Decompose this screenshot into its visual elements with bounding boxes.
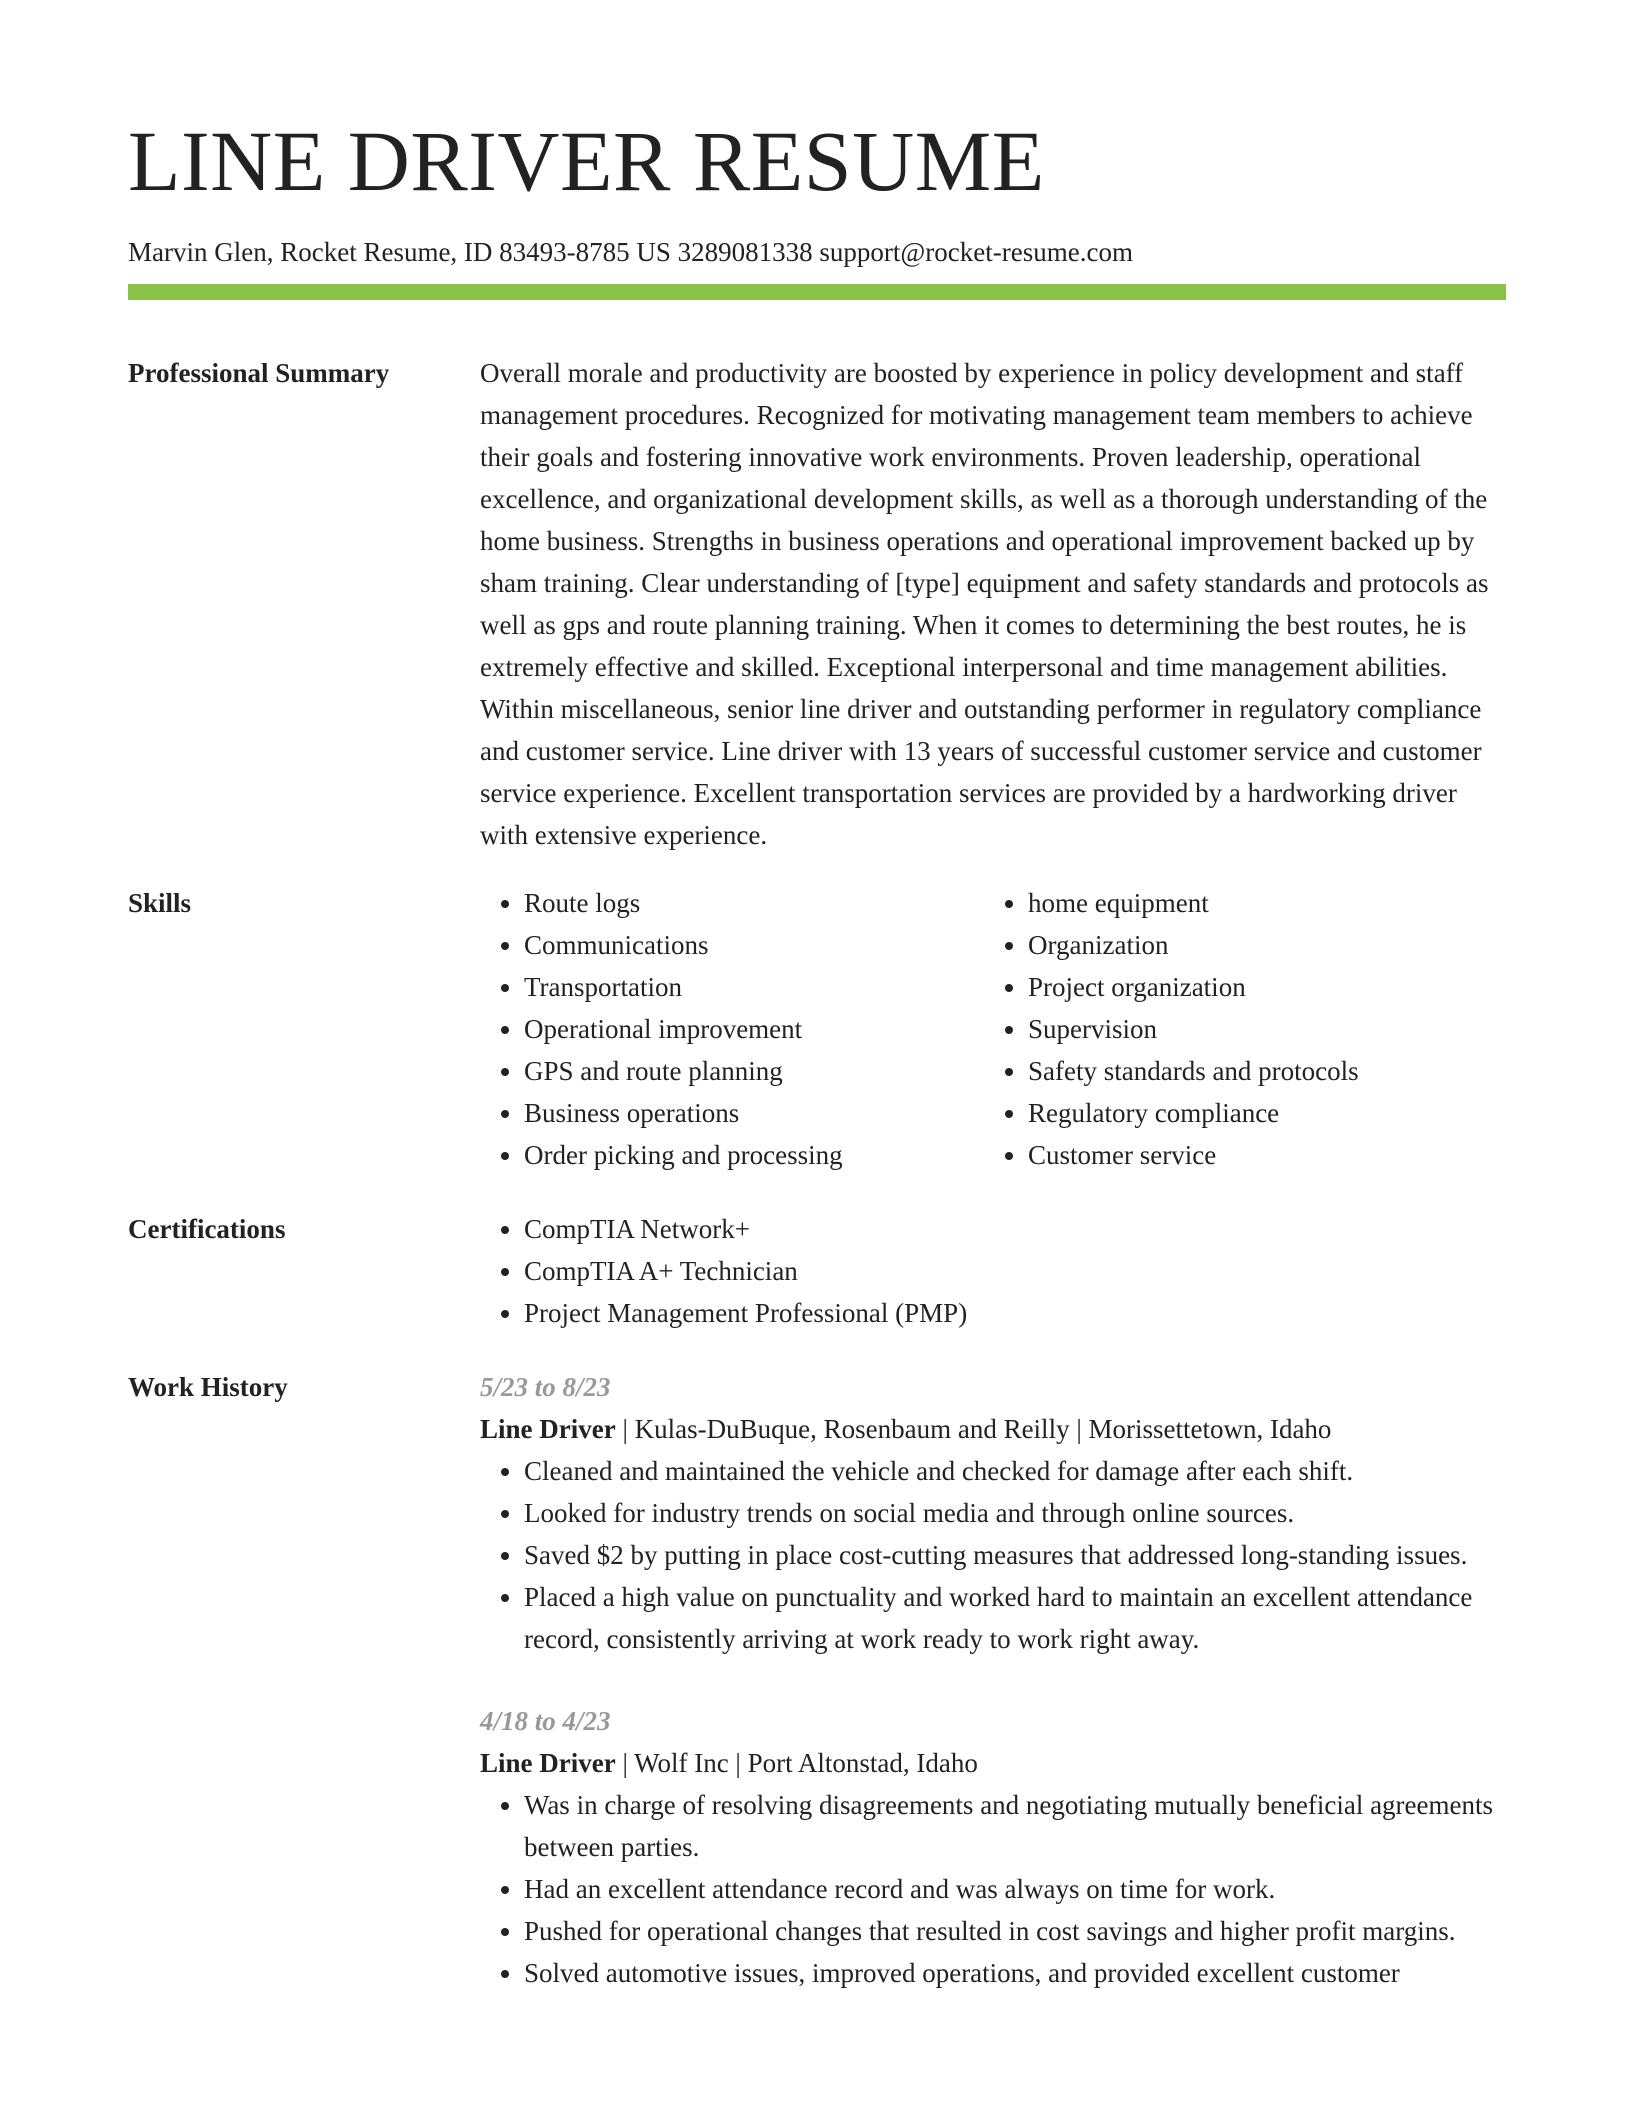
summary-body xyxy=(480,352,1506,856)
certifications-body xyxy=(480,1208,1506,1334)
skill-item: • Customer service xyxy=(1028,1134,1488,1176)
skills-section xyxy=(128,882,1506,1176)
job-title: Line Driver xyxy=(480,1414,616,1444)
skill-item: • Regulatory compliance xyxy=(1028,1092,1488,1134)
certification-item: • CompTIA A+ Technician xyxy=(524,1250,1506,1292)
job-entry xyxy=(480,1366,1506,1660)
job-entry xyxy=(480,1700,1506,1994)
job-bullets xyxy=(480,1784,1506,1994)
section-label-summary: Professional Summary xyxy=(128,358,390,388)
section-label-skills: Skills xyxy=(128,888,192,918)
work-history-section xyxy=(128,1366,1506,2034)
job-bullet: • Placed a high value on punctuality and worked hard to maintain an excellent attendance record, consistently arriving at work ready to work right away. xyxy=(524,1576,1506,1660)
skill-item: • home equipment xyxy=(1028,882,1488,924)
work-history-body xyxy=(480,1366,1506,2034)
section-label-work-history: Work History xyxy=(128,1372,288,1402)
contact-line: Marvin Glen, Rocket Resume, ID 83493-8785 US 3289081338 support@rocket-resume.com xyxy=(128,237,1133,267)
resume-page xyxy=(128,113,1506,2034)
certification-item: • Project Management Professional (PMP) xyxy=(524,1292,1506,1334)
skill-item: • Safety standards and protocols xyxy=(1028,1050,1488,1092)
summary-text: Overall morale and productivity are boosted by experience in policy development and staff management procedures. Recognized for motivating management team members to achieve their goals and fostering innovative work environments. Proven leadership, operational excellence, and organizational development skills, as well as a thorough understanding of the home business. Strengths in business operations and operational improvement backed up by sham training. Clear understanding of [type] equipment and safety standards and protocols as well as gps and route planning training. When it comes to determining the best routes, he is extremely effective and skilled. Exceptional interpersonal and time management abilities. Within miscellaneous, senior line driver and outstanding performer in regulatory compliance and customer service. Line driver with 13 years of successful customer service and customer service experience. Excellent transportation services are provided by a hardworking driver with extensive experience. xyxy=(480,358,1489,850)
skill-item: • Transportation xyxy=(524,966,984,1008)
certifications-section xyxy=(128,1208,1506,1334)
skill-item: • Route logs xyxy=(524,882,984,924)
resume-title: LINE DRIVER RESUME xyxy=(128,113,1045,209)
accent-divider xyxy=(128,284,1506,300)
skill-item: • Business operations xyxy=(524,1092,984,1134)
job-details: | Wolf Inc | Port Altonstad, Idaho xyxy=(615,1748,978,1778)
summary-section xyxy=(128,352,1506,856)
skill-item: • Project organization xyxy=(1028,966,1488,1008)
job-title: Line Driver xyxy=(480,1748,616,1778)
section-label-certifications: Certifications xyxy=(128,1214,286,1244)
skill-item: • Supervision xyxy=(1028,1008,1488,1050)
skill-item: • Order picking and processing xyxy=(524,1134,984,1176)
job-bullet: • Looked for industry trends on social media and through online sources. xyxy=(524,1492,1506,1534)
job-bullet: • Was in charge of resolving disagreements and negotiating mutually beneficial agreements between parties. xyxy=(524,1784,1506,1868)
job-details: | Kulas-DuBuque, Rosenbaum and Reilly | Morissettetown, Idaho xyxy=(615,1414,1332,1444)
skills-body xyxy=(480,882,1506,1176)
job-bullet: • Had an excellent attendance record and was always on time for work. xyxy=(524,1868,1506,1910)
skill-item: • GPS and route planning xyxy=(524,1050,984,1092)
skill-item: • Organization xyxy=(1028,924,1488,966)
job-bullet: • Cleaned and maintained the vehicle and checked for damage after each shift. xyxy=(524,1450,1506,1492)
job-bullet: • Solved automotive issues, improved operations, and provided excellent customer xyxy=(524,1952,1506,1994)
skill-item: • Operational improvement xyxy=(524,1008,984,1050)
job-dates: 5/23 to 8/23 xyxy=(480,1372,611,1402)
skill-item: • Communications xyxy=(524,924,984,966)
job-bullets xyxy=(480,1450,1506,1660)
skills-column-left xyxy=(480,882,984,1176)
skills-column-right xyxy=(984,882,1488,1176)
job-heading xyxy=(480,1742,1506,1784)
job-heading xyxy=(480,1408,1506,1450)
job-bullet: • Pushed for operational changes that resulted in cost savings and higher profit margins. xyxy=(524,1910,1506,1952)
job-dates: 4/18 to 4/23 xyxy=(480,1706,611,1736)
certification-item: • CompTIA Network+ xyxy=(524,1208,1506,1250)
job-bullet: • Saved $2 by putting in place cost-cutting measures that addressed long-standing issues. xyxy=(524,1534,1506,1576)
